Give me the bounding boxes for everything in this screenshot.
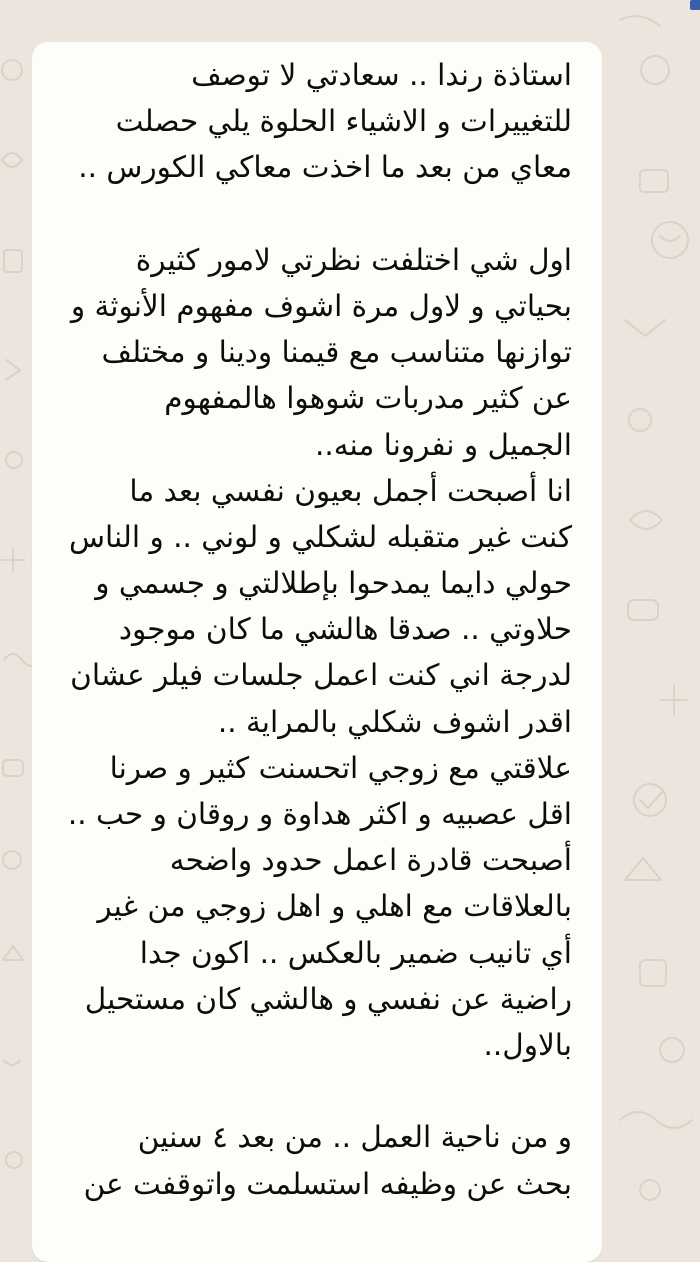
message-line: عن كثير مدربات شوهوا هالمفهوم <box>164 381 572 416</box>
message-line: للتغييرات و الاشياء الحلوة يلي حصلت <box>115 104 572 139</box>
message-bubble[interactable] <box>32 42 602 1262</box>
message-line: و من ناحية العمل .. من بعد ٤ سنين <box>137 1120 572 1155</box>
message-line: راضية عن نفسي و هالشي كان مستحيل <box>84 981 572 1016</box>
message-line: كنت غير متقبله لشكلي و لوني .. و الناس <box>69 519 572 554</box>
message-line: انا أصبحت أجمل بعيون نفسي بعد ما <box>129 473 572 508</box>
message-text <box>32 52 594 1207</box>
message-line: معاي من بعد ما اخذت معاكي الكورس .. <box>78 150 572 185</box>
message-line <box>32 191 572 237</box>
message-line: لدرجة اني كنت اعمل جلسات فيلر عشان <box>70 658 572 693</box>
corner-badge <box>690 0 700 10</box>
message-line: اقدر اشوف شكلي بالمراية .. <box>217 704 572 739</box>
message-line <box>32 1068 572 1114</box>
message-line: حلاوتي .. صدقا هالشي ما كان موجود <box>118 612 572 647</box>
message-line: توازنها متناسب مع قيمنا ودينا و مختلف <box>101 335 572 370</box>
message-line: الجميل و نفرونا منه.. <box>314 427 572 462</box>
message-line: بالاول.. <box>483 1027 572 1062</box>
message-line: بحياتي و لاول مرة اشوف مفهوم الأنوثة و <box>70 288 572 323</box>
message-line: اول شي اختلفت نظرتي لامور كثيرة <box>135 242 572 277</box>
message-line: علاقتي مع زوجي اتحسنت كثير و صرنا <box>109 750 572 785</box>
message-line: حولي دايما يمدحوا بإطلالتي و جسمي و <box>95 566 572 601</box>
message-line: استاذة رندا .. سعادتي لا توصف <box>191 58 572 92</box>
message-line: بالعلاقات مع اهلي و اهل زوجي من غير <box>97 889 572 924</box>
message-line: أي تانيب ضمير بالعكس .. اكون جدا <box>139 935 572 970</box>
message-line: بحث عن وظيفه استسلمت واتوقفت عن <box>83 1166 572 1201</box>
message-line: أصبحت قادرة اعمل حدود واضحه <box>169 843 572 878</box>
message-line: اقل عصبيه و اكثر هداوة و روقان و حب .. <box>67 797 572 831</box>
